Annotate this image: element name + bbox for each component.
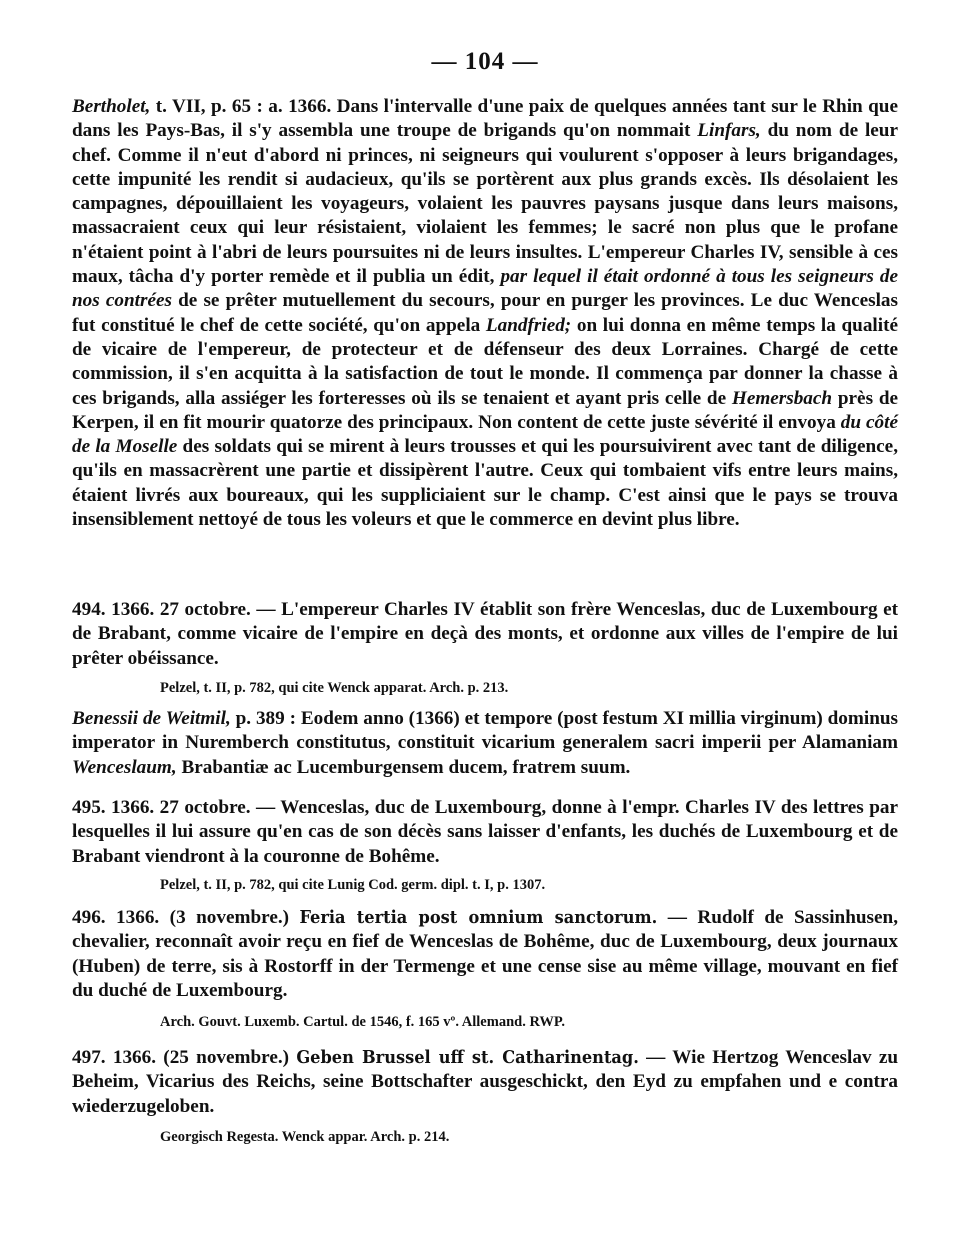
entry-495-reference: Pelzel, t. II, p. 782, qui cite Lunig Cod. germ. dipl. t. I, p. 1307. (160, 877, 546, 893)
intro-text-6: des soldats qui se mirent à leurs trousses et qui les poursuivirent avec tant de diligence, qu'ils en massacrèrent une partie et dissipèrent l'autre. Ceux qui tombaient vifs entre leurs mains, étaient livrés aux boureaux, qui les suppliciaient sur le champ. C'est ainsi que le pays se trouva insensiblement nettoyé de tous les voleurs et que le commerce en devint plus libre. (72, 436, 898, 531)
intro-linfars: Linfars, (697, 120, 761, 142)
entry-496-feria: Feria tertia post omnium sanctorum. (299, 907, 658, 928)
page-number: — 104 — (431, 48, 539, 75)
entry-497-reference: Georgisch Regesta. Wenck appar. Arch. p. 214. (160, 1129, 450, 1145)
entry-496-reference: Arch. Gouvt. Luxemb. Cartul. de 1546, f. 165 vº. Allemand. RWP. (160, 1014, 566, 1030)
entry-496-date: (3 novembre.) (159, 907, 300, 928)
entry-497-number: 497. 1366. (72, 1047, 157, 1068)
entry-495-number: 495. 1366. (72, 797, 155, 818)
entry-496-text: — Rudolf de Sassinhusen, chevalier, reconnaît avoir reçu en fief de Wenceslas de Bohême, duc de Luxembourg, deux journaux (Huben) de terre, sis à Rostorff in der Termenge et une cense sise au même village, mouvant en fief du duché de Luxembourg. (72, 907, 898, 1001)
entry-496-number: 496. 1366. (72, 907, 160, 928)
entry-497-geben: Geben Brussel uff st. Catharinentag. (296, 1047, 639, 1068)
intro-moselle: du côté de la Moselle (72, 411, 898, 458)
intro-text-3: de se prêter mutuellement du secours, pour en purger les provinces. Le duc Wenceslas fut constitué le chef de cette société, qu'on appela (72, 290, 898, 336)
benessii-wenceslaum: Wenceslaum, (72, 756, 177, 778)
entry-494-reference: Pelzel, t. II, p. 782, qui cite Wenck apparat. Arch. p. 213. (160, 680, 509, 696)
entry-497 (72, 1046, 898, 1119)
intro-text-5: près de Kerpen, il en fit mourir quatorze des principaux. Non content de cette juste sévérité il envoya (72, 387, 899, 433)
intro-source: Bertholet, (72, 96, 151, 117)
benessii-text-2: Brabantiæ ac Lucemburgensem ducem, fratrem suum. (176, 756, 631, 778)
entry-497-date: (25 novembre.) (156, 1047, 297, 1068)
entry-494-benessii (72, 707, 898, 780)
intro-landfried: Landfried; (485, 314, 572, 336)
entry-494 (72, 598, 898, 671)
intro-text-4: on lui donna en même temps la qualité de vicaire de l'empereur, de protecteur et de défenseur des deux Lorraines. Chargé de cette commission, il s'en acquitta à la satisfaction de tout le monde. Il commença par donner la chasse à ces brigands, alla assiéger les forteresses où ils se tenaient et ayant pris celle de (72, 314, 898, 409)
entry-495-text: 27 octobre. — Wenceslas, duc de Luxembourg, donne à l'empr. Charles IV des lettres par lesquelles il lui assure qu'en cas de son décès sans laisser d'enfants, les duchés de Luxembourg et de Brabant viendront à la couronne de Bohême. (72, 797, 899, 867)
entry-494-number: 494. 1366. (72, 599, 155, 620)
intro-hemersbach: Hemersbach (731, 387, 833, 409)
intro-text-2: du nom de leur chef. Comme il n'eut d'abord ni princes, ni seigneurs qui voulurent s'opposer à leurs brigandages, cette impunité les rendit si audacieux, qu'ils se portèrent aux plus grands excès. Ils désolaient les campagnes, dépouillaient les voyageurs, volaient les pauvres paysans jusque dans leurs maisons, massacraient ceux qui leur résistaient, violaient les femmes; le sacré non plus que le profane n'étaient point à l'abri de leurs poursuites ni de leurs insultes. L'empereur Charles IV, sensible à ces maux, tâcha d'y porter remède et il publia un édit, (72, 120, 898, 288)
entry-495 (72, 796, 898, 869)
entry-494-text: 27 octobre. — L'empereur Charles IV établit son frère Wenceslas, duc de Luxembourg et de Brabant, comme vicaire de l'empire en deçà des monts, et ordonne aux villes de l'empire de lui prêter obéissance. (72, 599, 898, 669)
intro-edict: par lequel il était ordonné à tous les seigneurs de nos contrées (72, 266, 898, 312)
entry-496 (72, 906, 898, 1003)
benessii-source: Benessii de Weitmil, (72, 708, 231, 729)
intro-paragraph (72, 95, 898, 532)
entry-497-text: — Wie Hertzog Wenceslav zu Beheim, Vicarius des Reichs, seine Bottschafter ausgeschickt, den Eyd zu empfahen und e contra wiederzugeloben. (72, 1047, 899, 1117)
benessii-text-1: p. 389 : Eodem anno (1366) et tempore (post festum XI millia virginum) dominus imperator in Nuremberch constitutus, constituit vicarium generalem sacri imperii per Alamaniam (72, 708, 898, 754)
intro-text-1: t. VII, p. 65 : a. 1366. Dans l'intervalle d'une paix de quelques années tant sur le Rhin que dans les Pays-Bas, il s'y assembla une troupe de brigands qu'on nommait (72, 96, 898, 142)
